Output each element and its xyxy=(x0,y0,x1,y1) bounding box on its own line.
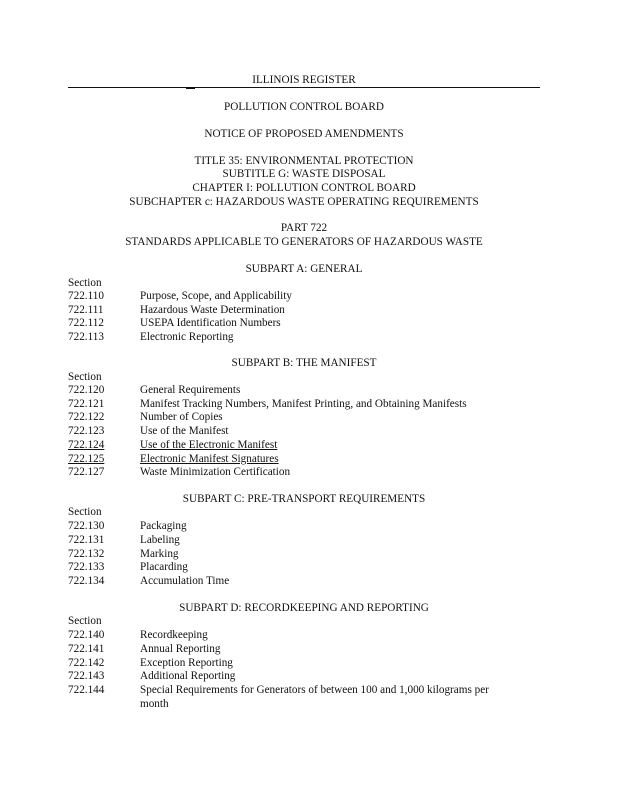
section-number: 722.130 xyxy=(68,520,105,532)
section-title: General Requirements xyxy=(140,384,241,396)
section-title: Marking xyxy=(140,548,179,560)
section-title: Electronic Reporting xyxy=(140,331,234,343)
section-number: 722.110 xyxy=(68,290,104,302)
section-number: 722.113 xyxy=(68,331,104,343)
section-number: 722.141 xyxy=(68,643,105,655)
section-number: 722.132 xyxy=(68,548,105,560)
subtitle-line: SUBTITLE G: WASTE DISPOSAL xyxy=(222,168,386,180)
section-number: 722.140 xyxy=(68,629,105,641)
subpart-heading: SUBPART C: PRE-TRANSPORT REQUIREMENTS xyxy=(182,493,426,505)
section-title: Accumulation Time xyxy=(140,575,230,587)
subpart-heading: SUBPART D: RECORDKEEPING AND REPORTING xyxy=(179,602,429,614)
section-title: Number of Copies xyxy=(140,411,223,423)
section-number: 722.127 xyxy=(68,466,105,478)
section-title: USEPA Identification Numbers xyxy=(140,317,281,329)
section-label: Section xyxy=(68,277,102,289)
chapter-line: CHAPTER I: POLLUTION CONTROL BOARD xyxy=(192,182,416,194)
section-title: Use of the Manifest xyxy=(140,425,229,437)
section-label: Section xyxy=(68,506,102,518)
section-number: 722.120 xyxy=(68,384,105,396)
section-number: 722.142 xyxy=(68,657,105,669)
section-number: 722.112 xyxy=(68,317,104,329)
section-label: Section xyxy=(68,371,102,383)
section-number: 722.111 xyxy=(68,304,104,316)
part-number: PART 722 xyxy=(280,222,328,234)
section-title: Annual Reporting xyxy=(140,643,221,655)
section-title: Additional Reporting xyxy=(140,670,236,682)
section-number: 722.144 xyxy=(68,684,105,696)
section-number: 722.134 xyxy=(68,575,105,587)
section-title: Waste Minimization Certification xyxy=(140,466,291,478)
section-title: Special Requirements for Generators of between 100 and 1,000 kilograms per month xyxy=(140,684,489,710)
section-number: 722.123 xyxy=(68,425,105,437)
section-number: 722.125 xyxy=(68,453,105,465)
section-title: Recordkeeping xyxy=(140,629,208,641)
section-number: 722.124 xyxy=(68,439,105,451)
title-line: TITLE 35: ENVIRONMENTAL PROTECTION xyxy=(194,155,414,167)
section-title: Use of the Electronic Manifest xyxy=(140,439,278,451)
board-name: POLLUTION CONTROL BOARD xyxy=(224,101,384,113)
section-title: Manifest Tracking Numbers, Manifest Printing, and Obtaining Manifests xyxy=(140,398,467,410)
section-title: Labeling xyxy=(140,534,180,546)
section-title: Packaging xyxy=(140,520,187,532)
subpart-heading: SUBPART B: THE MANIFEST xyxy=(231,357,377,369)
section-title: Placarding xyxy=(140,561,188,573)
register-title: ILLINOIS REGISTER xyxy=(252,74,356,86)
section-title: Electronic Manifest Signatures xyxy=(140,453,279,465)
section-label: Section xyxy=(68,615,102,627)
section-number: 722.131 xyxy=(68,534,105,546)
notice-title: NOTICE OF PROPOSED AMENDMENTS xyxy=(204,128,404,140)
subchapter-line: SUBCHAPTER c: HAZARDOUS WASTE OPERATING REQUIREMENTS xyxy=(129,196,479,208)
section-number: 722.121 xyxy=(68,398,105,410)
section-number: 722.133 xyxy=(68,561,105,573)
section-title: Purpose, Scope, and Applicability xyxy=(140,290,292,302)
section-title: Hazardous Waste Determination xyxy=(140,304,285,316)
subpart-heading: SUBPART A: GENERAL xyxy=(245,263,363,275)
part-title: STANDARDS APPLICABLE TO GENERATORS OF HAZARDOUS WASTE xyxy=(125,236,483,248)
section-number: 722.122 xyxy=(68,411,105,423)
register-header xyxy=(68,74,540,88)
section-number: 722.143 xyxy=(68,670,105,682)
section-title: Exception Reporting xyxy=(140,657,233,669)
